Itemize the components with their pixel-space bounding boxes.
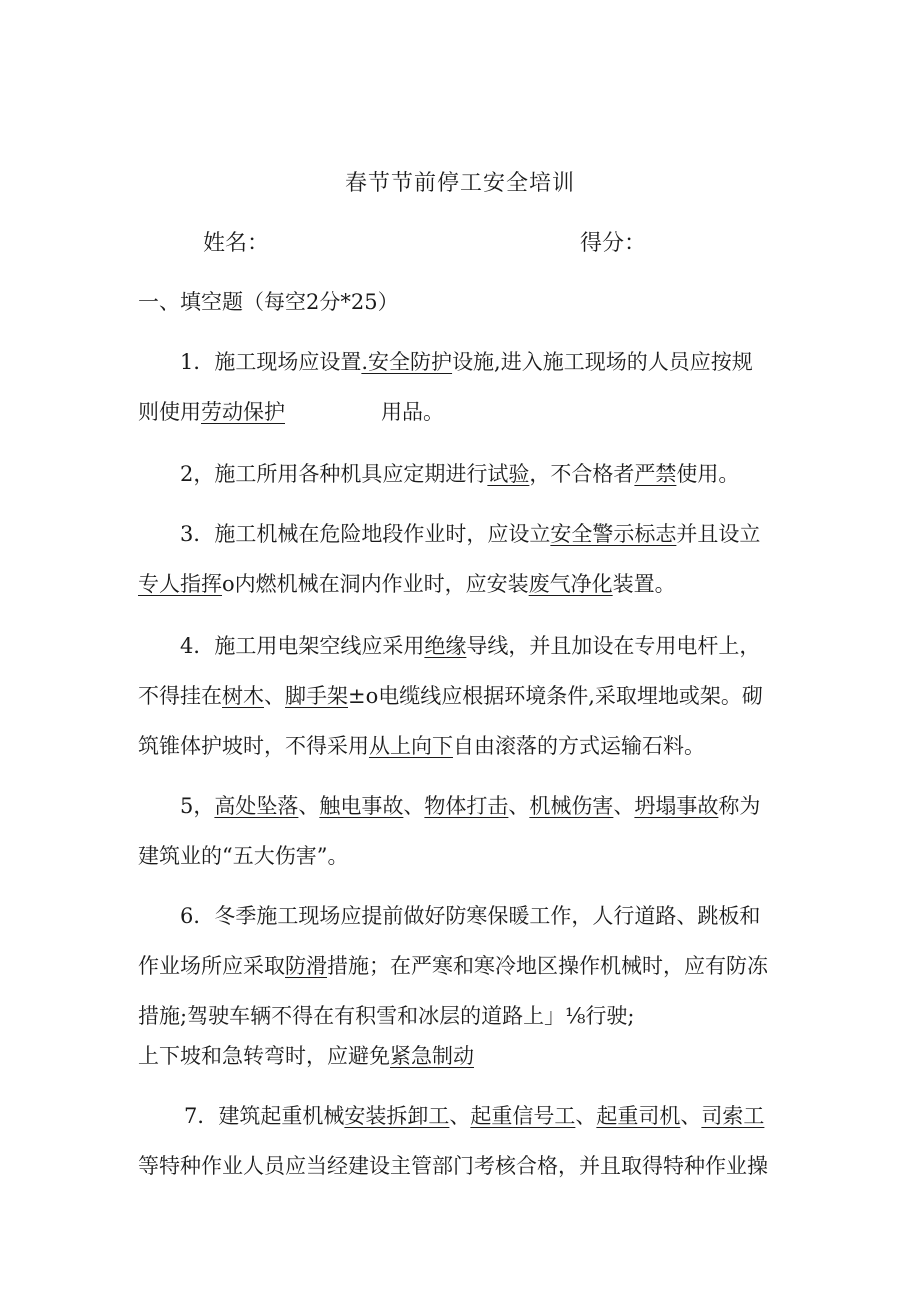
q3-answer-1: 安全警示标志 bbox=[550, 522, 677, 546]
q5-answer-1: 高处坠落 bbox=[214, 794, 299, 818]
score-label: 得分： bbox=[580, 231, 647, 256]
q6-line-2: 作业场所应采取防滑措施；在严寒和寒冷地区操作机械时，应有防冻 bbox=[138, 954, 768, 978]
q7-answer-2: 起重信号工 bbox=[470, 1104, 576, 1128]
q4-line-2: 不得挂在树木、脚手架±o电缆线应根据环境条件,采取埋地或架。砌 bbox=[138, 684, 763, 708]
q6-line-3: 措施;驾驶车辆不得在有积雪和冰层的道路上」⅛行驶; bbox=[138, 1004, 635, 1028]
q1-answer-1: .安全防护 bbox=[361, 350, 453, 374]
q6-answer-1: 防滑 bbox=[285, 954, 327, 978]
q4-answer-1: 绝缘 bbox=[424, 634, 467, 658]
q1-line-1: 1．施工现场应设置.安全防护设施,进入施工现场的人员应按规 bbox=[180, 350, 753, 374]
q6-answer-2: 紧急制动 bbox=[390, 1044, 474, 1068]
q6-line-4: 上下坡和急转弯时，应避免紧急制动 bbox=[138, 1044, 474, 1068]
q4-line-3: 筑锥体护坡时，不得采用从上向下自由滚落的方式运输石料。 bbox=[138, 734, 705, 758]
q1-answer-2: 劳动保护 bbox=[201, 400, 285, 424]
q4-answer-3: 脚手架 bbox=[285, 684, 348, 708]
q7-answer-4: 司索工 bbox=[701, 1104, 765, 1128]
q2-answer-1: 试验 bbox=[487, 462, 530, 486]
document-title: 春节节前停工安全培训 bbox=[344, 171, 575, 196]
q7-answer-3: 起重司机 bbox=[596, 1104, 681, 1128]
q6-line-1: 6．冬季施工现场应提前做好防寒保暖工作，人行道路、跳板和 bbox=[180, 904, 761, 928]
q3-line-1: 3．施工机械在危险地段作业时，应设立安全警示标志并且设立 bbox=[180, 522, 761, 546]
q5-answer-2: 触电事故 bbox=[319, 794, 404, 818]
q7-line-1: 7．建筑起重机械安装拆卸工、起重信号工、起重司机、司索工 bbox=[184, 1104, 765, 1128]
q4-answer-4: 从上向下 bbox=[369, 734, 453, 758]
q5-answer-3: 物体打击 bbox=[424, 794, 509, 818]
q3-answer-3: 废气净化 bbox=[528, 572, 613, 596]
q4-line-1: 4．施工用电架空线应采用绝缘导线，并且加设在专用电杆上， bbox=[180, 634, 761, 658]
q3-answer-2: 专人指挥 bbox=[138, 572, 222, 596]
q3-line-2: 专人指挥o内燃机械在洞内作业时，应安装废气净化装置。 bbox=[138, 572, 676, 596]
q5-line-1: 5，高处坠落、触电事故、物体打击、机械伤害、坍塌事故称为 bbox=[180, 794, 761, 818]
q5-answer-4: 机械伤害 bbox=[529, 794, 614, 818]
q4-answer-2: 树木 bbox=[222, 684, 264, 708]
q1-line-2: 则使用劳动保护 用品。 bbox=[138, 400, 444, 424]
q5-answer-5: 坍塌事故 bbox=[634, 794, 719, 818]
q7-answer-1: 安装拆卸工 bbox=[344, 1104, 450, 1128]
q5-line-2: 建筑业的“五大伤害”。 bbox=[138, 844, 349, 868]
q2-answer-2: 严禁 bbox=[634, 462, 677, 486]
q7-line-2: 等特种作业人员应当经建设主管部门考核合格，并且取得特种作业操 bbox=[138, 1154, 768, 1178]
section-heading: 一、填空题（每空2分*25） bbox=[138, 290, 399, 314]
name-label: 姓名： bbox=[203, 231, 270, 256]
q2-line-1: 2，施工所用各种机具应定期进行试验，不合格者严禁使用。 bbox=[180, 462, 740, 486]
